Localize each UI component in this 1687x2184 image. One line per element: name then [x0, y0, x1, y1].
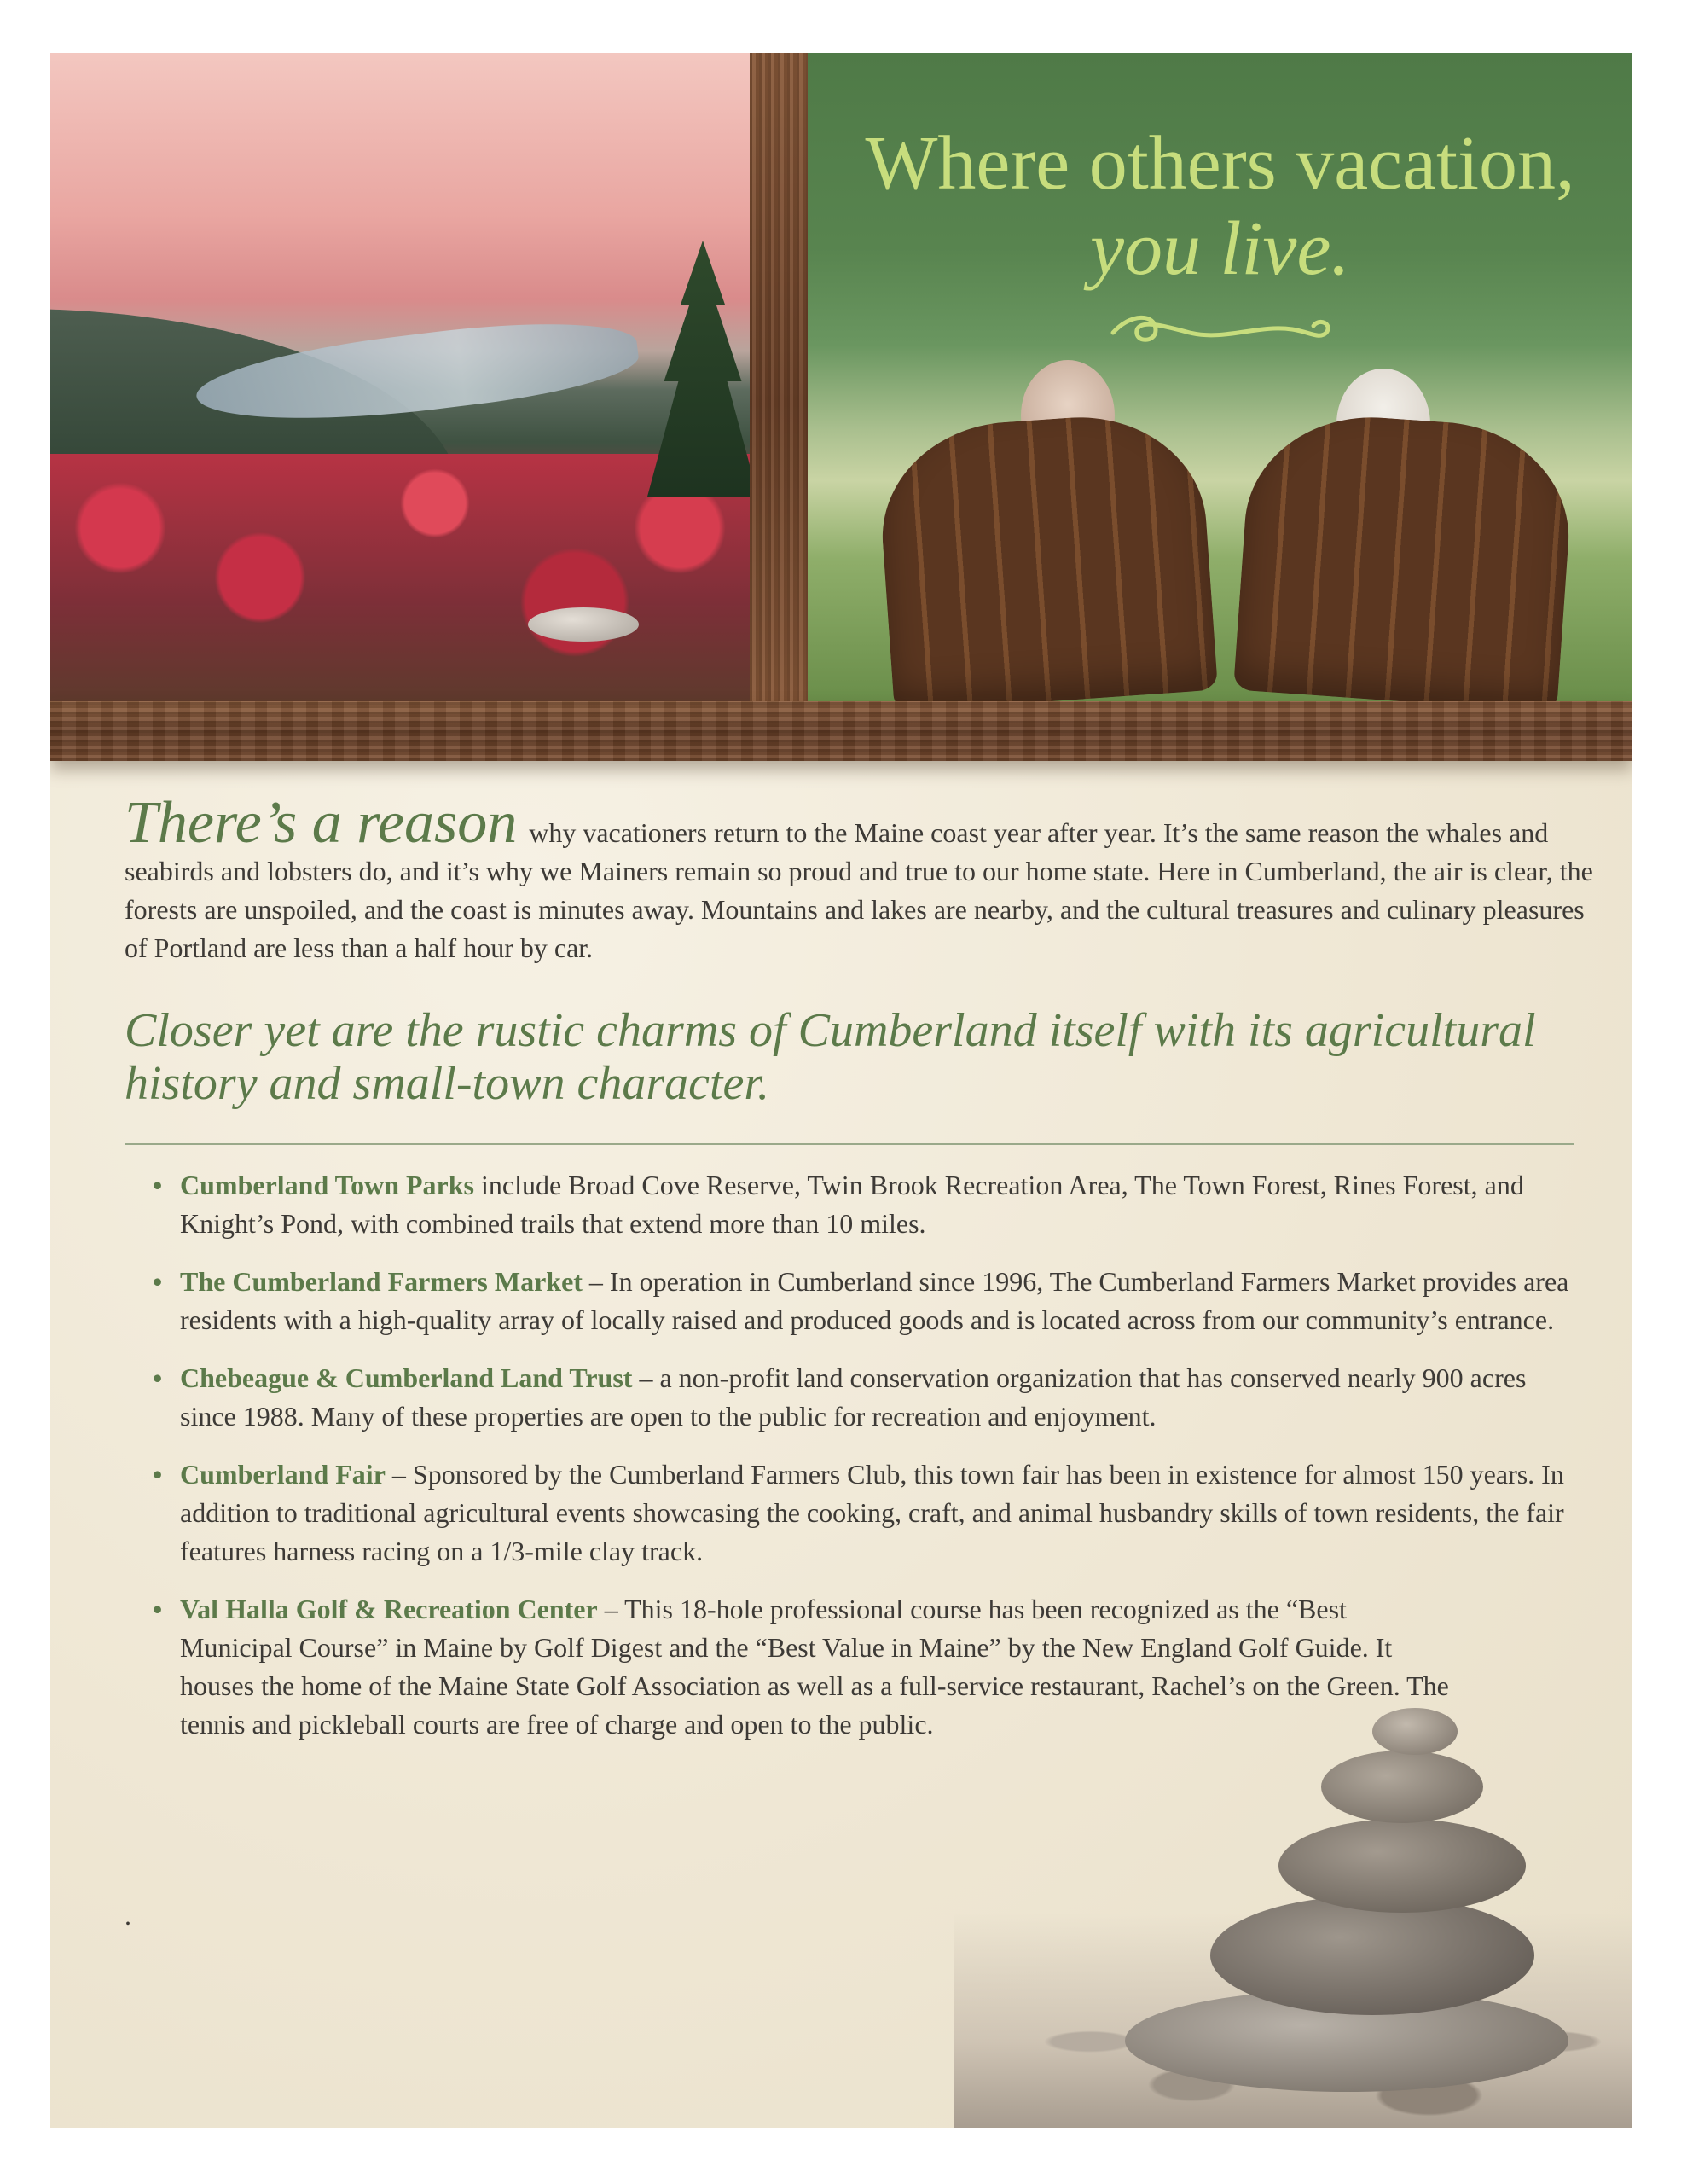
coastal-landscape-photo	[50, 53, 750, 701]
list-item-title: The Cumberland Farmers Market	[180, 1266, 583, 1297]
list-item-cumberland-fair	[153, 1455, 1586, 1571]
stone-icon	[1372, 1708, 1458, 1755]
list-item-text: – a non-profit land conservation organization that has conserved nearly 900 acres since 1988. Many of these properties are open to the public for recreation and enjoyment.	[180, 1362, 1527, 1432]
rock-shape	[528, 607, 639, 642]
list-item-text: – This 18-hole professional course has been recognized as the “Best Municipal Course” in Maine by Golf Digest and the “Best Value in Maine” by the New England Golf Guide. It houses the home of the Maine State Golf Association as well as a full-service restaurant, Rachel’s on the Green. The tennis and pickleball courts are free of charge and open to the public.	[180, 1594, 1449, 1740]
list-item-val-halla-golf	[153, 1590, 1459, 1744]
bullet-icon: •	[153, 1459, 163, 1490]
divider-rule	[125, 1143, 1574, 1145]
headline-line-2: you live.	[1090, 206, 1350, 291]
list-item-title: Val Halla Golf & Recreation Center	[180, 1594, 598, 1624]
list-item-text: – In operation in Cumberland since 1996, The Cumberland Farmers Market provides area residents with a high-quality array of locally raised and produced goods and is located across from our community’s entrance.	[180, 1266, 1569, 1335]
bark-frame-horizontal	[50, 701, 1632, 761]
list-item-title: Cumberland Fair	[180, 1459, 386, 1490]
bullet-icon: •	[153, 1266, 163, 1297]
list-item-title: Chebeague & Cumberland Land Trust	[180, 1362, 633, 1393]
intro-lead: There’s a reason	[125, 790, 518, 856]
bullet-icon: •	[153, 1594, 163, 1624]
couple-chairs-photo	[808, 53, 1632, 701]
adirondack-chair-right	[1233, 409, 1576, 701]
list-item-text: include Broad Cove Reserve, Twin Brook Recreation Area, The Town Forest, Rines Forest, and Knight’s Pond, with combined trails that extend more than 10 miles.	[180, 1170, 1524, 1239]
list-item-title: Cumberland Town Parks	[180, 1170, 474, 1200]
list-item-town-parks	[153, 1166, 1586, 1243]
flourish-ornament-icon	[1096, 309, 1343, 351]
bullet-icon: •	[153, 1170, 163, 1200]
headline-line-1: Where others vacation,	[865, 121, 1575, 206]
tagline: Closer yet are the rustic charms of Cumberland itself with its agricultural history and small-town character.	[125, 1004, 1536, 1110]
stone-icon	[1278, 1819, 1526, 1913]
intro-paragraph	[125, 790, 1609, 967]
stone-icon	[1321, 1751, 1483, 1823]
list-item-land-trust	[153, 1359, 1586, 1436]
headline	[808, 121, 1632, 292]
list-item-text: – Sponsored by the Cumberland Farmers Club, this town fair has been in existence for almost 150 years. In addition to traditional agricultural events showcasing the cooking, craft, and animal husbandry skills of town residents, the fair features harness racing on a 1/3-mile clay track.	[180, 1459, 1564, 1566]
stone-icon	[1210, 1896, 1534, 2015]
stray-period: .	[125, 1900, 131, 1931]
brochure-page	[50, 53, 1632, 2128]
intro-text: why vacationers return to the Maine coast year after year. It’s the same reason the whales and seabirds and lobsters do, and it’s why we Mainers remain so proud and true to our home state. Here in Cumberland, the air is clear, the forests are unspoiled, and the coast is minutes away. Mountains and lakes are nearby, and the cultural treasures and culinary pleasures of Portland are less than a half hour by car.	[125, 817, 1593, 963]
pine-tree-icon	[647, 241, 750, 497]
wildflower-field	[50, 454, 750, 701]
bullet-icon: •	[153, 1362, 163, 1393]
amenities-list	[153, 1166, 1586, 1763]
bark-frame-vertical	[750, 53, 808, 752]
list-item-farmers-market	[153, 1263, 1586, 1339]
adirondack-chair-left	[875, 409, 1218, 701]
